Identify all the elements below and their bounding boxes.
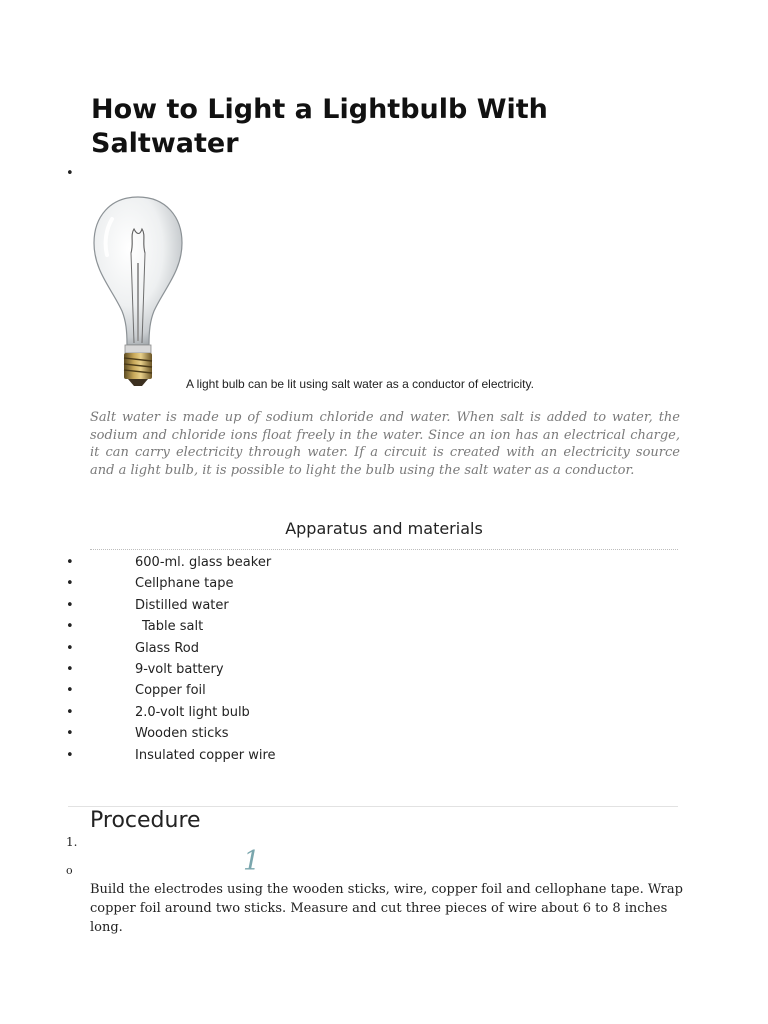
list-bullet: • [66, 726, 74, 742]
ordered-list-marker: 1. [66, 835, 78, 849]
procedure-heading: Procedure [90, 808, 201, 833]
list-item-label: 2.0-volt light bulb [135, 704, 250, 720]
list-bullet: • [66, 704, 74, 720]
list-item [0, 597, 400, 618]
list-item-label: 600-ml. glass beaker [135, 555, 272, 570]
list-item-label: Table salt [142, 619, 204, 635]
list-item-label: Insulated copper wire [135, 747, 276, 763]
step-number: 1 [243, 846, 261, 877]
divider [68, 806, 678, 807]
list-bullet: • [66, 747, 74, 763]
list-bullet: • [66, 683, 74, 699]
list-item-label: Glass Rod [135, 640, 199, 656]
list-item-label: Wooden sticks [135, 726, 229, 742]
image-caption: A light bulb can be lit using salt water as a conductor of electricity. [186, 377, 534, 391]
list-bullet: • [66, 619, 74, 635]
list-item [0, 640, 400, 661]
list-bullet: • [66, 555, 74, 570]
list-item [0, 747, 400, 768]
list-item [0, 725, 400, 746]
list-item [0, 704, 400, 725]
sub-list-marker: o [66, 864, 73, 877]
light-bulb-icon [90, 193, 190, 389]
divider [90, 549, 678, 550]
list-item-label: Copper foil [135, 683, 206, 699]
step-text: Build the electrodes using the wooden sticks, wire, copper foil and cellophane tape. Wrap copper foil around two sticks. Measure and cut three pieces of wire about 6 to 8 inches long. [90, 882, 683, 935]
list-bullet: • [66, 576, 74, 592]
intro-paragraph: Salt water is made up of sodium chloride and water. When salt is added to water, the sodium and chloride ions float freely in the water. Since an ion has an electrical charge, it can carry electricity through water. If a circuit is created with an electricity source and a light bulb, it is possible to light the bulb using the salt water as a conductor. [90, 410, 680, 478]
list-bullet: • [66, 597, 74, 613]
page-title: How to Light a Lightbulb With Saltwater [91, 94, 548, 159]
list-item [0, 661, 400, 682]
materials-heading: Apparatus and materials [285, 519, 483, 538]
list-item [0, 554, 400, 575]
list-bullet: • [66, 166, 74, 181]
list-bullet: • [66, 640, 74, 656]
list-item [0, 575, 400, 596]
list-item-label: Cellphane tape [135, 576, 234, 592]
list-item-label: 9-volt battery [135, 661, 224, 677]
list-bullet: • [66, 661, 74, 677]
materials-list [0, 554, 400, 768]
list-item [0, 618, 400, 639]
list-item [0, 682, 400, 703]
list-item-label: Distilled water [135, 597, 229, 613]
